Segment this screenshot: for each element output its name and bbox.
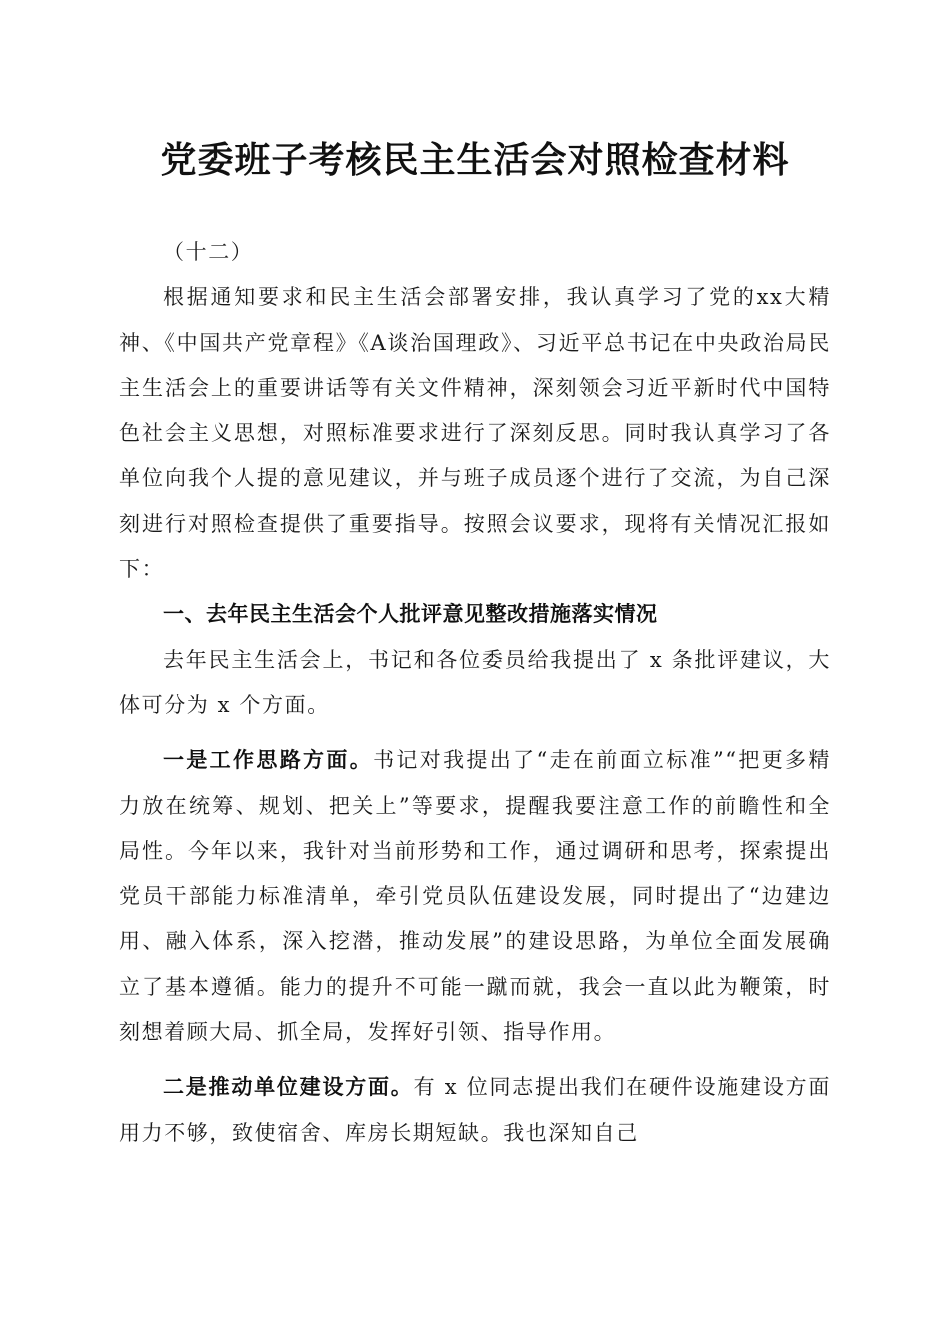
intro-paragraph: 根据通知要求和民主生活会部署安排，我认真学习了党的xx大精神、《中国共产党章程》《A谈治国理政》、习近平总书记在中央政治局民主生活会上的重要讲话等有关文件精神，深刻领会习近平新时代中国特色社会主义思想，对照标准要求进行了深刻反思。同时我认真学习了各单位向我个人提的意见建议，并与班子成员逐个进行了交流，为自己深刻进行对照检查提供了重要指导。按照会议要求，现将有关情况汇报如下： (119, 285, 831, 582)
item-text-2: 有 x 位同志提出我们在硬件设施建设方面用力不够，致使宿舍、库房长期短缺。我也深知自己 (119, 1075, 831, 1145)
item-paragraph-2 (119, 1064, 831, 1156)
item-lead-1: 一是工作思路方面。 (163, 747, 374, 773)
document-title: 党委班子考核民主生活会对照检查材料 (160, 139, 790, 181)
section-heading-1: 一、去年民主生活会个人批评意见整改措施落实情况 (163, 602, 658, 627)
section1-paragraph: 去年民主生活会上，书记和各位委员给我提出了 x 条批评建议，大体可分为 x 个方面。 (119, 647, 831, 717)
document-body (119, 230, 831, 1156)
item-paragraph-1 (119, 737, 831, 1055)
item-lead-2: 二是推动单位建设方面。 (163, 1074, 414, 1100)
item-text-1: 书记对我提出了“走在前面立标准”“把更多精力放在统筹、规划、把关上”等要求，提醒我要注意工作的前瞻性和全局性。今年以来，我针对当前形势和工作，通过调研和思考，探索提出党员干部能力标准清单，牵引党员队伍建设发展，同时提出了“边建边用、融入体系，深入挖潜，推动发展”的建设思路，为单位全面发展确立了基本遵循。能力的提升不可能一蹴而就，我会一直以此为鞭策，时刻想着顾大局、抓全局，发挥好引领、指导作用。 (119, 748, 832, 1045)
document-subtitle: （十二） (163, 240, 254, 264)
